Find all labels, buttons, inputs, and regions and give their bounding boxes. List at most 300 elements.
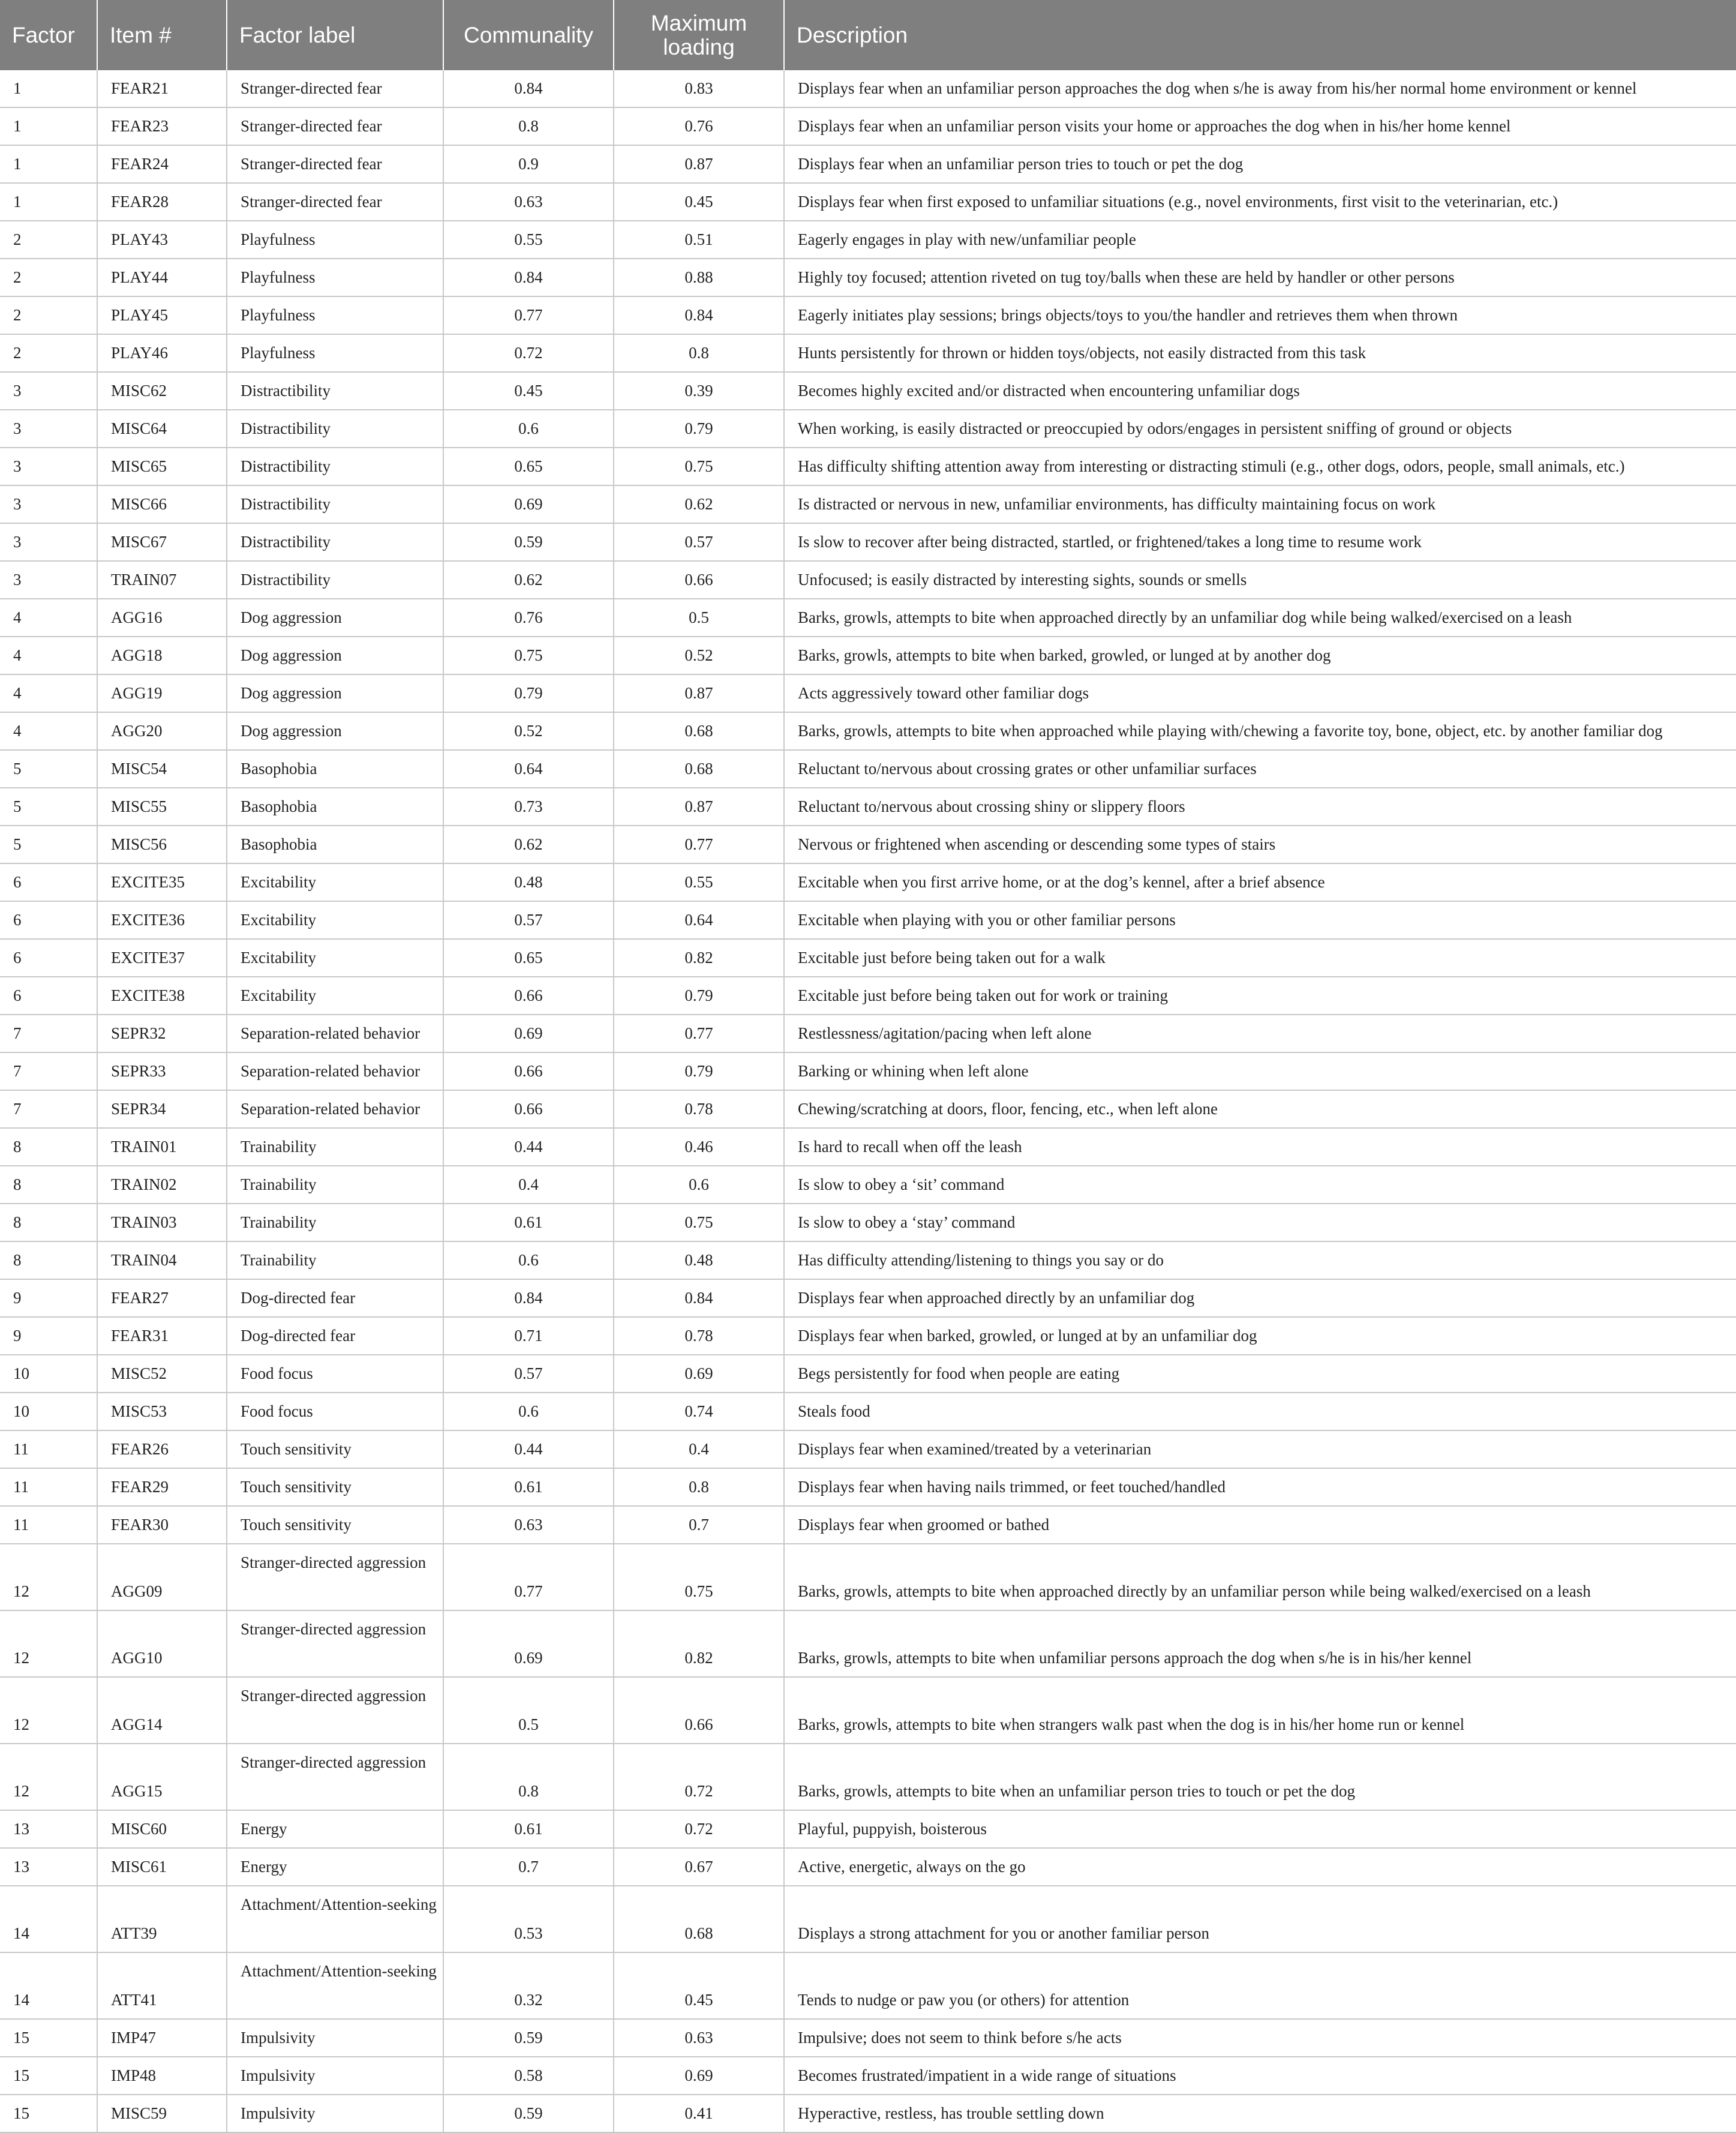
cell-description: Barks, growls, attempts to bite when approached directly by an unfamiliar person while being walked/exercised on a leash (784, 1544, 1736, 1610)
table-row (0, 1279, 1736, 1317)
cell-description: Eagerly engages in play with new/unfamiliar people (784, 221, 1736, 259)
cell-factor-label: Impulsivity (227, 2095, 443, 2132)
cell-communality: 0.84 (443, 1279, 614, 1317)
table-row (0, 259, 1736, 296)
cell-item: FEAR29 (97, 1468, 227, 1506)
cell-maximum-loading: 0.39 (614, 372, 784, 410)
cell-factor-label: Basophobia (227, 826, 443, 863)
cell-communality: 0.8 (443, 1744, 614, 1810)
cell-item: AGG10 (97, 1610, 227, 1677)
cell-maximum-loading: 0.62 (614, 485, 784, 523)
cell-maximum-loading: 0.72 (614, 1810, 784, 1848)
table-row (0, 221, 1736, 259)
cell-factor: 3 (0, 561, 97, 599)
cell-communality: 0.4 (443, 1166, 614, 1204)
cell-factor: 11 (0, 1506, 97, 1544)
cell-communality: 0.48 (443, 863, 614, 901)
cell-description: Acts aggressively toward other familiar dogs (784, 674, 1736, 712)
cell-description: Displays fear when approached directly by an unfamiliar dog (784, 1279, 1736, 1317)
cell-description: Nervous or frightened when ascending or descending some types of stairs (784, 826, 1736, 863)
cell-description: Barks, growls, attempts to bite when approached directly by an unfamiliar dog while being walked/exercised on a leash (784, 599, 1736, 637)
cell-item: FEAR30 (97, 1506, 227, 1544)
cell-factor: 4 (0, 599, 97, 637)
cell-communality: 0.8 (443, 107, 614, 145)
cell-description: Is slow to obey a ‘stay’ command (784, 1204, 1736, 1241)
cell-communality: 0.59 (443, 2095, 614, 2132)
cell-item: IMP48 (97, 2057, 227, 2095)
cell-communality: 0.66 (443, 1052, 614, 1090)
table-row (0, 561, 1736, 599)
cell-communality: 0.59 (443, 523, 614, 561)
cell-communality: 0.53 (443, 1886, 614, 1952)
cell-factor: 15 (0, 2095, 97, 2132)
cell-description: Becomes highly excited and/or distracted when encountering unfamiliar dogs (784, 372, 1736, 410)
cell-maximum-loading: 0.77 (614, 826, 784, 863)
cell-item: TRAIN02 (97, 1166, 227, 1204)
cell-maximum-loading: 0.68 (614, 750, 784, 788)
table-row (0, 674, 1736, 712)
cell-item: TRAIN07 (97, 561, 227, 599)
cell-factor: 7 (0, 1015, 97, 1052)
table-row (0, 901, 1736, 939)
cell-description: Displays fear when an unfamiliar person approaches the dog when s/he is away from his/her normal home environment or kennel (784, 70, 1736, 107)
cell-factor: 12 (0, 1677, 97, 1744)
cell-maximum-loading: 0.67 (614, 1848, 784, 1886)
cell-item: AGG19 (97, 674, 227, 712)
cell-maximum-loading: 0.84 (614, 1279, 784, 1317)
cell-factor-label: Dog aggression (227, 712, 443, 750)
cell-communality: 0.72 (443, 334, 614, 372)
cell-maximum-loading: 0.68 (614, 712, 784, 750)
cell-factor: 8 (0, 1128, 97, 1166)
cell-item: FEAR26 (97, 1430, 227, 1468)
cell-item: PLAY44 (97, 259, 227, 296)
cell-item: MISC53 (97, 1393, 227, 1430)
table-row (0, 70, 1736, 107)
table-row (0, 1166, 1736, 1204)
cell-maximum-loading: 0.82 (614, 1610, 784, 1677)
cell-factor-label: Trainability (227, 1128, 443, 1166)
cell-communality: 0.44 (443, 1128, 614, 1166)
cell-description: Displays fear when groomed or bathed (784, 1506, 1736, 1544)
cell-item: MISC66 (97, 485, 227, 523)
cell-factor: 12 (0, 1744, 97, 1810)
cell-communality: 0.65 (443, 448, 614, 485)
table-row (0, 750, 1736, 788)
cell-item: AGG15 (97, 1744, 227, 1810)
cell-item: MISC54 (97, 750, 227, 788)
table-row (0, 1052, 1736, 1090)
cell-item: SEPR33 (97, 1052, 227, 1090)
cell-communality: 0.66 (443, 1090, 614, 1128)
cell-description: Has difficulty attending/listening to things you say or do (784, 1241, 1736, 1279)
table-row (0, 1952, 1736, 2019)
table-row (0, 1810, 1736, 1848)
table-row (0, 485, 1736, 523)
cell-factor-label: Food focus (227, 1355, 443, 1393)
table-row (0, 410, 1736, 448)
cell-factor: 4 (0, 637, 97, 674)
cell-item: EXCITE35 (97, 863, 227, 901)
cell-description: Displays fear when an unfamiliar person visits your home or approaches the dog when in his/her home kennel (784, 107, 1736, 145)
cell-description: Has difficulty shifting attention away from interesting or distracting stimuli (e.g., other dogs, odors, people, small animals, etc.) (784, 448, 1736, 485)
cell-factor-label: Playfulness (227, 334, 443, 372)
cell-item: IMP47 (97, 2019, 227, 2057)
cell-maximum-loading: 0.6 (614, 1166, 784, 1204)
cell-factor: 6 (0, 863, 97, 901)
cell-factor: 5 (0, 788, 97, 826)
cell-communality: 0.63 (443, 1506, 614, 1544)
cell-description: Displays fear when first exposed to unfamiliar situations (e.g., novel environments, first visit to the veterinarian, etc.) (784, 183, 1736, 221)
cell-factor-label: Stranger-directed aggression (227, 1677, 443, 1744)
cell-maximum-loading: 0.63 (614, 2019, 784, 2057)
cell-maximum-loading: 0.88 (614, 259, 784, 296)
cell-maximum-loading: 0.79 (614, 410, 784, 448)
cell-factor-label: Touch sensitivity (227, 1430, 443, 1468)
cell-communality: 0.59 (443, 2019, 614, 2057)
cell-communality: 0.45 (443, 372, 614, 410)
cell-factor-label: Attachment/Attention-seeking (227, 1952, 443, 2019)
cell-factor-label: Touch sensitivity (227, 1468, 443, 1506)
cell-item: MISC62 (97, 372, 227, 410)
cell-communality: 0.66 (443, 977, 614, 1015)
cell-factor: 8 (0, 1204, 97, 1241)
table-row (0, 2057, 1736, 2095)
cell-factor-label: Playfulness (227, 296, 443, 334)
cell-factor-label: Dog-directed fear (227, 1317, 443, 1355)
table-row (0, 1886, 1736, 1952)
cell-factor-label: Basophobia (227, 788, 443, 826)
cell-factor: 9 (0, 1279, 97, 1317)
table-row (0, 334, 1736, 372)
cell-factor-label: Trainability (227, 1166, 443, 1204)
cell-description: Excitable just before being taken out for work or training (784, 977, 1736, 1015)
cell-communality: 0.79 (443, 674, 614, 712)
cell-description: Barks, growls, attempts to bite when unfamiliar persons approach the dog when s/he is in his/her kennel (784, 1610, 1736, 1677)
cell-description: Barks, growls, attempts to bite when barked, growled, or lunged at by another dog (784, 637, 1736, 674)
cell-item: FEAR24 (97, 145, 227, 183)
cell-communality: 0.61 (443, 1204, 614, 1241)
cell-communality: 0.6 (443, 1393, 614, 1430)
cell-maximum-loading: 0.8 (614, 1468, 784, 1506)
cell-communality: 0.84 (443, 259, 614, 296)
cell-maximum-loading: 0.8 (614, 334, 784, 372)
cell-factor: 7 (0, 1052, 97, 1090)
cell-factor: 3 (0, 523, 97, 561)
cell-description: Restlessness/agitation/pacing when left alone (784, 1015, 1736, 1052)
cell-factor: 2 (0, 334, 97, 372)
cell-maximum-loading: 0.45 (614, 1952, 784, 2019)
cell-communality: 0.77 (443, 296, 614, 334)
cell-factor: 11 (0, 1430, 97, 1468)
cell-item: SEPR32 (97, 1015, 227, 1052)
cell-factor: 13 (0, 1848, 97, 1886)
cell-factor: 8 (0, 1241, 97, 1279)
cell-description: Active, energetic, always on the go (784, 1848, 1736, 1886)
cell-communality: 0.73 (443, 788, 614, 826)
cell-description: Becomes frustrated/impatient in a wide range of situations (784, 2057, 1736, 2095)
header-maximum-loading: Maximum loading (614, 0, 784, 70)
cell-item: FEAR31 (97, 1317, 227, 1355)
table-row (0, 1677, 1736, 1744)
cell-communality: 0.64 (443, 750, 614, 788)
cell-factor: 12 (0, 1544, 97, 1610)
cell-factor: 13 (0, 1810, 97, 1848)
table-row (0, 448, 1736, 485)
cell-description: Playful, puppyish, boisterous (784, 1810, 1736, 1848)
table-row (0, 599, 1736, 637)
cell-factor-label: Stranger-directed fear (227, 70, 443, 107)
cell-description: Eagerly initiates play sessions; brings objects/toys to you/the handler and retrieves them when thrown (784, 296, 1736, 334)
cell-description: Steals food (784, 1393, 1736, 1430)
header-communality: Communality (443, 0, 614, 70)
cell-factor: 1 (0, 107, 97, 145)
cell-item: FEAR21 (97, 70, 227, 107)
table-row (0, 372, 1736, 410)
cell-factor-label: Trainability (227, 1241, 443, 1279)
cell-communality: 0.61 (443, 1468, 614, 1506)
cell-item: TRAIN01 (97, 1128, 227, 1166)
cell-factor: 6 (0, 939, 97, 977)
cell-factor-label: Touch sensitivity (227, 1506, 443, 1544)
cell-maximum-loading: 0.5 (614, 599, 784, 637)
table-row (0, 1128, 1736, 1166)
cell-maximum-loading: 0.52 (614, 637, 784, 674)
cell-description: Displays fear when an unfamiliar person tries to touch or pet the dog (784, 145, 1736, 183)
table-row (0, 1744, 1736, 1810)
cell-maximum-loading: 0.87 (614, 674, 784, 712)
cell-description: Tends to nudge or paw you (or others) for attention (784, 1952, 1736, 2019)
cell-factor: 14 (0, 1886, 97, 1952)
header-item: Item # (97, 0, 227, 70)
table-row (0, 1090, 1736, 1128)
table-row (0, 1204, 1736, 1241)
cell-description: Is distracted or nervous in new, unfamiliar environments, has difficulty maintaining focus on work (784, 485, 1736, 523)
cell-factor: 2 (0, 221, 97, 259)
cell-maximum-loading: 0.51 (614, 221, 784, 259)
cell-description: Barks, growls, attempts to bite when approached while playing with/chewing a favorite toy, bone, object, etc. by another familiar dog (784, 712, 1736, 750)
cell-maximum-loading: 0.69 (614, 1355, 784, 1393)
cell-factor-label: Stranger-directed aggression (227, 1544, 443, 1610)
cell-maximum-loading: 0.66 (614, 561, 784, 599)
cell-factor-label: Separation-related behavior (227, 1015, 443, 1052)
cell-maximum-loading: 0.84 (614, 296, 784, 334)
cell-communality: 0.9 (443, 145, 614, 183)
cell-item: MISC52 (97, 1355, 227, 1393)
cell-communality: 0.6 (443, 410, 614, 448)
cell-factor: 15 (0, 2019, 97, 2057)
cell-item: FEAR23 (97, 107, 227, 145)
table-row (0, 637, 1736, 674)
table-row (0, 1506, 1736, 1544)
cell-description: Reluctant to/nervous about crossing grates or other unfamiliar surfaces (784, 750, 1736, 788)
cell-factor-label: Distractibility (227, 523, 443, 561)
header-factor-label: Factor label (227, 0, 443, 70)
cell-maximum-loading: 0.75 (614, 1544, 784, 1610)
table-row (0, 1355, 1736, 1393)
cell-maximum-loading: 0.82 (614, 939, 784, 977)
cell-communality: 0.6 (443, 1241, 614, 1279)
cell-factor: 8 (0, 1166, 97, 1204)
cell-factor-label: Dog aggression (227, 674, 443, 712)
cell-communality: 0.77 (443, 1544, 614, 1610)
cell-item: AGG20 (97, 712, 227, 750)
cell-communality: 0.44 (443, 1430, 614, 1468)
cell-communality: 0.7 (443, 1848, 614, 1886)
cell-item: EXCITE38 (97, 977, 227, 1015)
cell-communality: 0.58 (443, 2057, 614, 2095)
cell-factor: 1 (0, 145, 97, 183)
cell-factor: 10 (0, 1355, 97, 1393)
cell-maximum-loading: 0.79 (614, 977, 784, 1015)
cell-maximum-loading: 0.87 (614, 145, 784, 183)
cell-maximum-loading: 0.87 (614, 788, 784, 826)
cell-item: MISC64 (97, 410, 227, 448)
cell-maximum-loading: 0.78 (614, 1090, 784, 1128)
cell-factor: 1 (0, 183, 97, 221)
cell-communality: 0.65 (443, 939, 614, 977)
cell-communality: 0.32 (443, 1952, 614, 2019)
cell-description: Highly toy focused; attention riveted on tug toy/balls when these are held by handler or other persons (784, 259, 1736, 296)
cell-factor: 11 (0, 1468, 97, 1506)
cell-maximum-loading: 0.79 (614, 1052, 784, 1090)
cell-factor-label: Excitability (227, 863, 443, 901)
cell-communality: 0.62 (443, 561, 614, 599)
cell-item: AGG16 (97, 599, 227, 637)
table-row (0, 1393, 1736, 1430)
table-row (0, 788, 1736, 826)
table-row (0, 1848, 1736, 1886)
cell-factor-label: Excitability (227, 939, 443, 977)
cell-factor: 1 (0, 70, 97, 107)
cell-factor-label: Excitability (227, 901, 443, 939)
cell-maximum-loading: 0.7 (614, 1506, 784, 1544)
cell-factor-label: Attachment/Attention-seeking (227, 1886, 443, 1952)
cell-factor-label: Distractibility (227, 372, 443, 410)
table-row (0, 183, 1736, 221)
cell-item: TRAIN03 (97, 1204, 227, 1241)
table-row (0, 1430, 1736, 1468)
cell-maximum-loading: 0.45 (614, 183, 784, 221)
cell-factor: 3 (0, 410, 97, 448)
cell-description: Hunts persistently for thrown or hidden toys/objects, not easily distracted from this task (784, 334, 1736, 372)
cell-communality: 0.62 (443, 826, 614, 863)
cell-factor: 6 (0, 901, 97, 939)
cell-description: Displays fear when examined/treated by a veterinarian (784, 1430, 1736, 1468)
cell-maximum-loading: 0.41 (614, 2095, 784, 2132)
cell-maximum-loading: 0.78 (614, 1317, 784, 1355)
cell-factor: 2 (0, 259, 97, 296)
cell-maximum-loading: 0.68 (614, 1886, 784, 1952)
cell-factor-label: Basophobia (227, 750, 443, 788)
cell-communality: 0.52 (443, 712, 614, 750)
cell-maximum-loading: 0.75 (614, 1204, 784, 1241)
table-row (0, 1610, 1736, 1677)
table-row (0, 712, 1736, 750)
table-row (0, 939, 1736, 977)
cell-communality: 0.5 (443, 1677, 614, 1744)
cell-item: MISC60 (97, 1810, 227, 1848)
cell-factor-label: Impulsivity (227, 2057, 443, 2095)
cell-communality: 0.76 (443, 599, 614, 637)
table-row (0, 107, 1736, 145)
cell-factor: 9 (0, 1317, 97, 1355)
cell-communality: 0.69 (443, 1610, 614, 1677)
cell-factor: 5 (0, 750, 97, 788)
table-row (0, 863, 1736, 901)
table-row (0, 296, 1736, 334)
cell-factor-label: Separation-related behavior (227, 1052, 443, 1090)
cell-factor-label: Separation-related behavior (227, 1090, 443, 1128)
cell-item: ATT41 (97, 1952, 227, 2019)
cell-item: AGG14 (97, 1677, 227, 1744)
cell-maximum-loading: 0.69 (614, 2057, 784, 2095)
table-row (0, 523, 1736, 561)
cell-factor: 6 (0, 977, 97, 1015)
header-factor: Factor (0, 0, 97, 70)
cell-item: MISC61 (97, 1848, 227, 1886)
cell-maximum-loading: 0.57 (614, 523, 784, 561)
cell-communality: 0.63 (443, 183, 614, 221)
cell-communality: 0.84 (443, 70, 614, 107)
cell-factor-label: Stranger-directed fear (227, 183, 443, 221)
cell-factor-label: Impulsivity (227, 2019, 443, 2057)
cell-description: Displays a strong attachment for you or another familiar person (784, 1886, 1736, 1952)
cell-maximum-loading: 0.72 (614, 1744, 784, 1810)
table-row (0, 1317, 1736, 1355)
cell-item: EXCITE37 (97, 939, 227, 977)
table-row (0, 2095, 1736, 2132)
cell-factor: 12 (0, 1610, 97, 1677)
cell-description: Chewing/scratching at doors, floor, fencing, etc., when left alone (784, 1090, 1736, 1128)
cell-item: MISC56 (97, 826, 227, 863)
cell-communality: 0.75 (443, 637, 614, 674)
cell-item: EXCITE36 (97, 901, 227, 939)
cell-factor-label: Distractibility (227, 410, 443, 448)
cell-factor: 14 (0, 1952, 97, 2019)
cell-factor-label: Dog aggression (227, 637, 443, 674)
cell-description: Begs persistently for food when people are eating (784, 1355, 1736, 1393)
cell-description: Excitable just before being taken out for a walk (784, 939, 1736, 977)
cell-factor-label: Stranger-directed fear (227, 107, 443, 145)
cell-communality: 0.69 (443, 1015, 614, 1052)
cell-factor: 2 (0, 296, 97, 334)
cell-factor-label: Stranger-directed fear (227, 145, 443, 183)
table-row (0, 977, 1736, 1015)
cell-description: When working, is easily distracted or preoccupied by odors/engages in persistent sniffing of ground or objects (784, 410, 1736, 448)
cell-factor-label: Playfulness (227, 259, 443, 296)
cell-maximum-loading: 0.66 (614, 1677, 784, 1744)
cell-factor-label: Trainability (227, 1204, 443, 1241)
cell-communality: 0.69 (443, 485, 614, 523)
cell-item: FEAR27 (97, 1279, 227, 1317)
cell-factor-label: Food focus (227, 1393, 443, 1430)
table-row (0, 145, 1736, 183)
cell-description: Is slow to recover after being distracted, startled, or frightened/takes a long time to resume work (784, 523, 1736, 561)
table-row (0, 2019, 1736, 2057)
cell-item: TRAIN04 (97, 1241, 227, 1279)
table-header-row (0, 0, 1736, 70)
cell-factor-label: Distractibility (227, 485, 443, 523)
cell-factor: 10 (0, 1393, 97, 1430)
cell-description: Excitable when you first arrive home, or at the dog’s kennel, after a brief absence (784, 863, 1736, 901)
cell-communality: 0.57 (443, 901, 614, 939)
cell-factor: 4 (0, 712, 97, 750)
cell-factor-label: Energy (227, 1810, 443, 1848)
cell-item: PLAY46 (97, 334, 227, 372)
cell-maximum-loading: 0.76 (614, 107, 784, 145)
table-row (0, 1544, 1736, 1610)
